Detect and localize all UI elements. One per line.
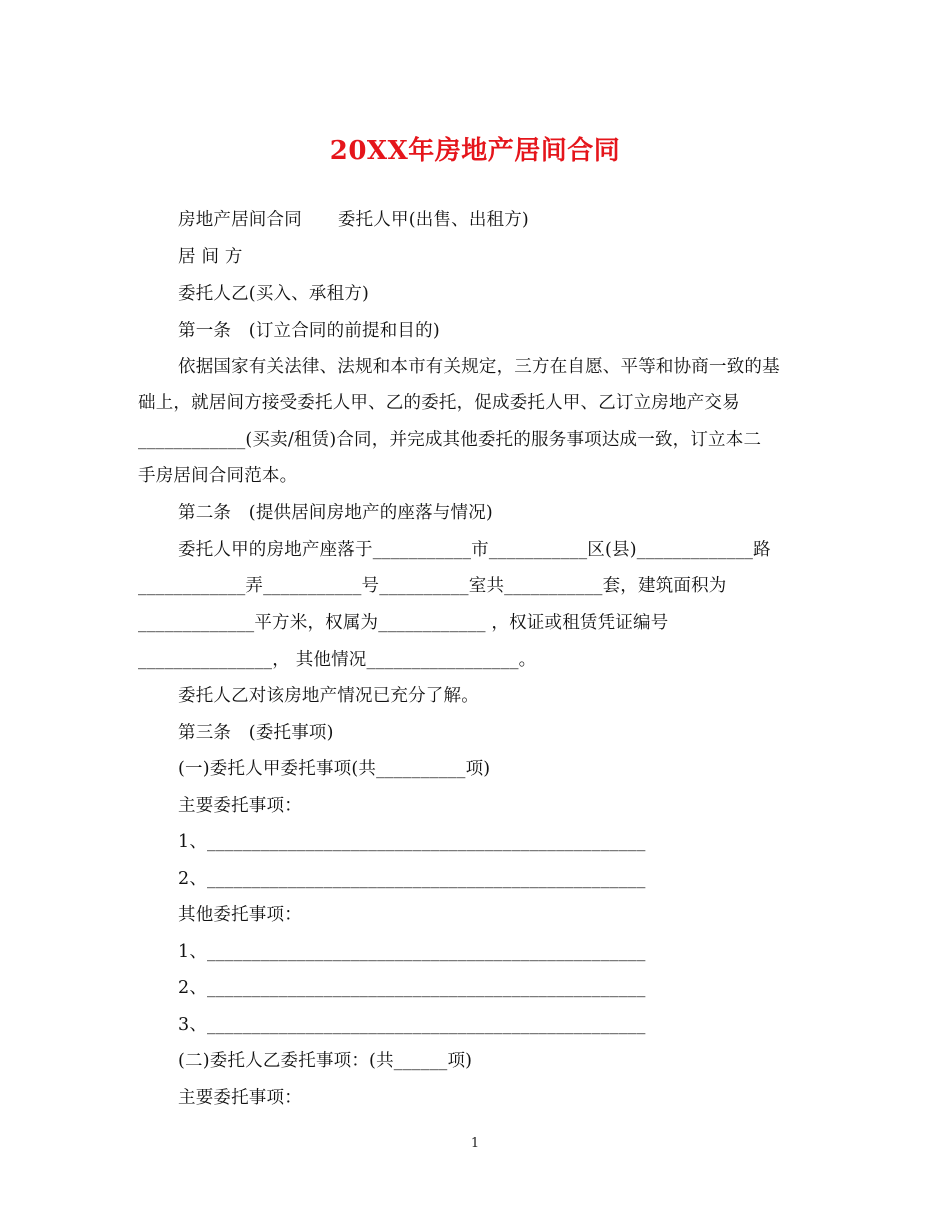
article-1-text-1: 依据国家有关法律、法规和本市有关规定，三方在自愿、平等和协商一致的基 [178,357,780,377]
party-b-items-heading: (二)委托人乙委托事项：(共______项) [178,1051,473,1071]
article-1-text-4: 手房居间合同范本。 [138,466,298,486]
page-number: 1 [470,1136,480,1151]
party-a-items-heading: (一)委托人甲委托事项(共__________项) [178,759,491,779]
party-a-other-item-3: 3、_________________________________________________ [178,1015,646,1035]
article-2-text-5: 委托人乙对该房地产情况已充分了解。 [178,686,479,706]
document-title: 20XX年房地产居间合同 [329,136,621,166]
article-3-heading: 第三条 (委托事项) [178,723,334,743]
broker-line: 居 间 方 [178,247,243,267]
contract-name-text: 房地产居间合同 [178,210,302,230]
article-2-text-2: ____________弄___________号__________室共___________套，建筑面积为 [138,576,727,596]
article-2-text-3: _____________平方米，权属为____________ ，权证或租赁凭证编号 [138,613,669,633]
party-a-other-item-2: 2、_________________________________________________ [178,978,646,998]
article-2-text-4: _______________， 其他情况_________________。 [138,650,537,670]
article-1-text-2: 础上，就居间方接受委托人甲、乙的委托，促成委托人甲、乙订立房地产交易 [138,393,740,413]
party-a-main-items-label: 主要委托事项： [178,796,302,816]
article-2-text-1: 委托人甲的房地产座落于___________市___________区(县)_____________路 [178,540,771,560]
party-a-other-item-1: 1、_________________________________________________ [178,942,646,962]
article-2-heading: 第二条 (提供居间房地产的座落与情况) [178,503,493,523]
party-b-main-items-label: 主要委托事项： [178,1088,302,1108]
article-1-heading: 第一条 (订立合同的前提和目的) [178,321,440,341]
party-a-label: 委托人甲(出售、出租方) [337,210,529,230]
party-a-other-items-label: 其他委托事项： [178,905,302,925]
party-a-line [178,208,529,232]
party-b-line: 委托人乙(买入、承租方) [178,284,370,304]
article-1-text-3: ____________(买卖/租赁)合同，并完成其他委托的服务事项达成一致，订立本二 [138,430,762,450]
party-a-main-item-1: 1、_________________________________________________ [178,832,646,852]
party-a-main-item-2: 2、_________________________________________________ [178,869,646,889]
